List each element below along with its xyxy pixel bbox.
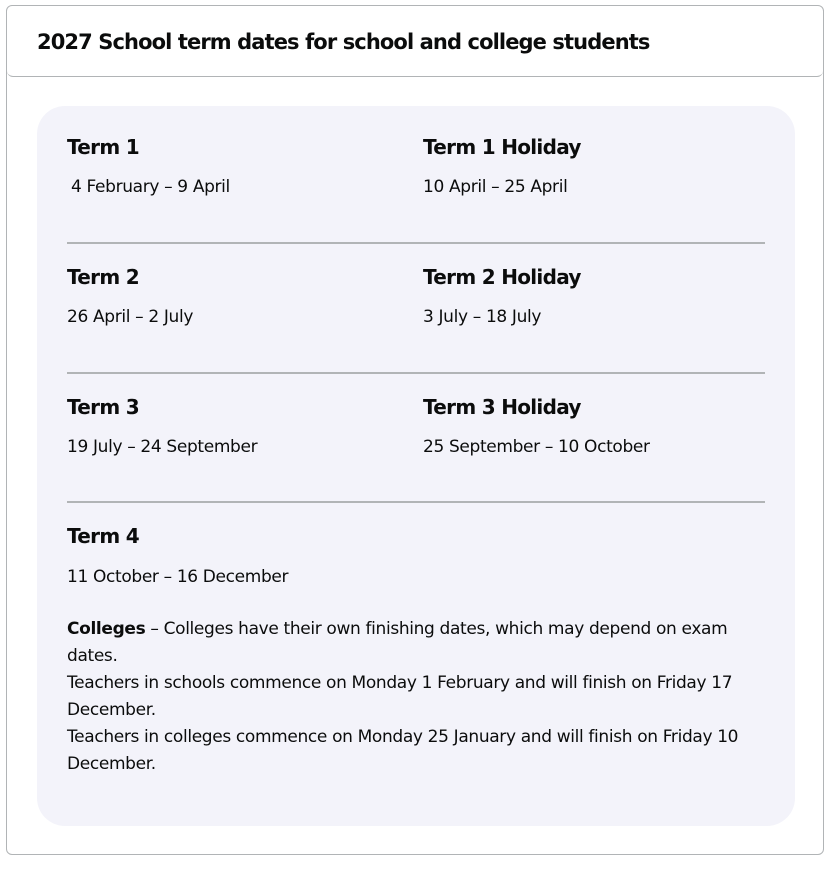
- term-2-cell: [67, 264, 194, 327]
- term-row-2: [67, 264, 765, 374]
- colleges-text: – Colleges have their own finishing dates, which may depend on exam dates.: [67, 619, 728, 666]
- holiday-dates: 10 April – 25 April: [423, 177, 568, 197]
- term-dates: 26 April – 2 July: [67, 307, 194, 327]
- term-2-holiday-cell: [423, 264, 581, 327]
- term-dates-card: [37, 106, 795, 826]
- term-notes: [67, 616, 767, 778]
- teachers-colleges-note: Teachers in colleges commence on Monday 25 January and will finish on Friday 10 December.: [67, 727, 739, 774]
- term-name: Term 1: [67, 135, 139, 159]
- term-1-holiday-cell: [423, 134, 581, 197]
- teachers-schools-note: Teachers in schools commence on Monday 1 February and will finish on Friday 17 December.: [67, 673, 733, 720]
- holiday-name: Term 1 Holiday: [423, 135, 581, 159]
- term-3-cell: [67, 394, 258, 457]
- accordion-header[interactable]: [7, 6, 823, 77]
- term-name: Term 4: [67, 524, 139, 548]
- holiday-dates: 25 September – 10 October: [423, 437, 650, 457]
- term-dates: 19 July – 24 September: [67, 437, 258, 457]
- term-dates-accordion: [6, 5, 824, 855]
- term-name: Term 3: [67, 395, 139, 419]
- accordion-title[interactable]: 2027 School term dates for school and college students: [37, 30, 650, 54]
- term-1-cell: [67, 134, 230, 197]
- holiday-dates: 3 July – 18 July: [423, 307, 542, 327]
- term-4-cell: [67, 523, 289, 587]
- holiday-name: Term 3 Holiday: [423, 395, 581, 419]
- term-dates: 4 February – 9 April: [71, 177, 230, 197]
- holiday-name: Term 2 Holiday: [423, 265, 581, 289]
- term-dates: 11 October – 16 December: [67, 567, 289, 587]
- term-row-3: [67, 394, 765, 503]
- colleges-label: Colleges: [67, 619, 146, 639]
- term-row-4: [67, 523, 765, 593]
- term-name: Term 2: [67, 265, 139, 289]
- term-row-1: [67, 134, 765, 244]
- term-3-holiday-cell: [423, 394, 650, 457]
- colleges-note: [67, 616, 767, 670]
